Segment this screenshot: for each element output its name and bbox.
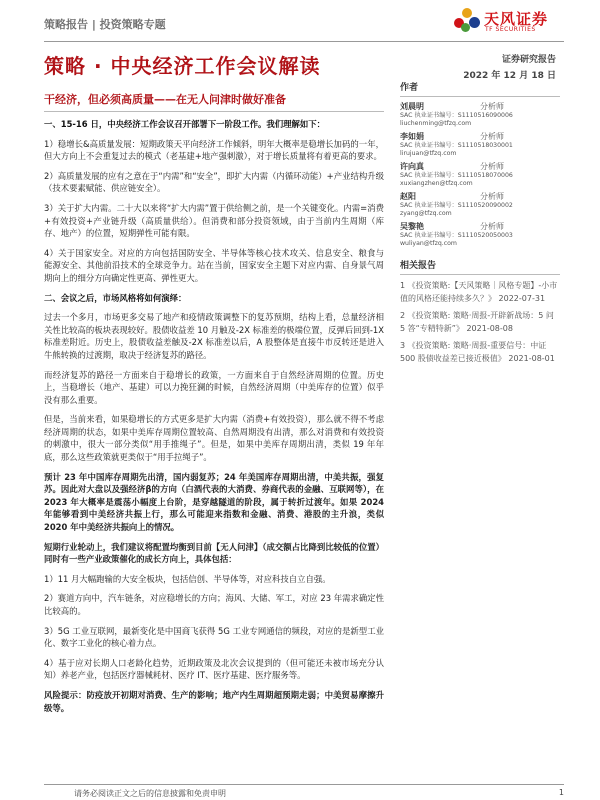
body-paragraph: 但是，当前来看，如果稳增长的方式更多是扩大内需（消费+有效投资），那么就不得不考虑经济周期的状态，如果中美库存周期位置较高、自然周期没有出清，那么对消费和有效投资的刺激中，很大一部分类似“用手推绳子”。但是，如果中美库存周期出清，类似 19 年年底，那么这些政策就更类似于“用手拉绳子”。 [44, 414, 384, 463]
footer [44, 784, 564, 798]
author-card [400, 221, 560, 248]
authors-heading: 作者 [400, 80, 560, 97]
related-report-link[interactable]: 2 《投资策略: 策略·周报-开辟新战场：5 问 5 答“专精特新”》 2021-08-08 [400, 311, 554, 333]
author-card [400, 131, 560, 158]
author-role: 分析师 [480, 162, 504, 171]
page-number: 1 [558, 788, 564, 797]
report-category: 策略报告 | 投资策略专题 [44, 18, 166, 31]
author-role: 分析师 [480, 102, 504, 111]
section-heading: 二、会议之后，市场风格将如何演绎： [44, 292, 187, 303]
related-list [400, 279, 560, 365]
author-name: 赵阳 [400, 192, 416, 201]
body-paragraph: 预计 23 年中国库存周期先出清，国内弱复苏；24 年美国库存周期出清，中美共振，强复苏。因此对大盘以及强经济β的方向（白酒代表的大消费、券商代表的金融、互联网等），在 2023 年大概率是震荡小幅度上台阶，是穿越隧道的阶段，属于转折过渡年。如果 2024 年能够看到中美经济共振上行，那么可能迎来指数和金融、消费、港股的主升浪，类似 2020 年中美经济共振向上的情况。 [44, 471, 384, 533]
disclaimer: 请务必阅读正文之后的信息披露和免责申明 [74, 789, 226, 798]
brand-logo [454, 6, 564, 40]
author-email[interactable]: zyang@tfzq.com [400, 210, 452, 217]
body-paragraph: 风险提示：防疫放开初期对消费、生产的影响；地产内生周期超预期走弱；中美贸易摩擦升级等。 [44, 689, 384, 713]
related-report-link[interactable]: 3 《投资策略: 策略·周报-重要信号：中证 500 股债收益差已接近极值》 2021-08-01 [400, 341, 555, 363]
author-sac: SAC 执业证书编号：S1110516090006 [400, 112, 513, 119]
author-sac: SAC 执业证书编号：S1110518070006 [400, 172, 513, 179]
author-sac: SAC 执业证书编号：S1110518030001 [400, 142, 513, 149]
related-report-link[interactable]: 1 《投资策略:【天风策略｜风格专题】-小市值的风格还能持续多久？》 2022-07-31 [400, 281, 558, 303]
report-date: 2022 年 12 月 18 日 [463, 71, 556, 81]
author-card [400, 191, 560, 218]
author-email[interactable]: lirujuan@tfzq.com [400, 150, 457, 157]
author-card [400, 161, 560, 188]
author-list [400, 101, 560, 248]
body-paragraph: 1）稳增长&高质量发展：短期政策天平向经济工作倾斜，明年大概率是稳增长加码的一年，但大方向上不会重复过去的模式（老基建+地产强刺激），对于增长质量将有着更高的要求。 [44, 138, 384, 162]
author-email[interactable]: xuxiangzhen@tfzq.com [400, 180, 473, 187]
author-sac: SAC 执业证书编号：S1110520050003 [400, 232, 513, 239]
body-paragraph: 过去一个多月，市场更多交易了地产和疫情政策调整下的复苏预期，结构上看，总量经济相关性比较高的板块表现较好。股债收益差 10 月触及-2X 标准差的极端位置，反弹后回到-1X 标准差附近。历史上，股债收益差触及-2X 标准差以后，A 股整体是直接牛市反转还是进入牛熊转换的过渡期，取决于经济复苏的路径。 [44, 312, 384, 360]
top-bar [44, 10, 564, 42]
report-title: 策略 · 中央经济工作会议解读 [44, 54, 321, 78]
sidebar [400, 80, 560, 369]
author-role: 分析师 [480, 222, 504, 231]
author-email[interactable]: wuliyan@tfzq.com [400, 240, 457, 247]
logo-mark-icon [454, 8, 480, 34]
body-paragraph: 2）高质量发展的应有之意在于“内需”和“安全”，即扩大内需（内循环动能）+产业结构升级（技术要素赋能、供应链安全）。 [44, 170, 384, 194]
report-subtitle: 干经济，但必须高质量——在无人问津时做好准备 [44, 91, 384, 112]
body-paragraph: 短期行业轮动上，我们建议将配置均衡到目前【无人问津】（成交额占比降到比较低的位置）同时有一些产业政策催化的成长方向上，具体包括： [44, 541, 384, 565]
report-type: 证券研究报告 [501, 55, 556, 65]
related-heading: 相关报告 [400, 258, 560, 275]
body-paragraph: 3）关于扩大内需。二十大以来将“扩大内需”置于供给侧之前，是一个关键变化。内需=消费+有效投资+产业链升级（高质量供给）。但消费和部分投资领域，由于当前内生周期（库存、地产）的位置，短期弹性可能有限。 [44, 202, 384, 239]
body-column [44, 118, 384, 721]
author-card [400, 101, 560, 128]
body-paragraph: 而经济复苏的路径一方面来自于稳增长的政策，一方面来自于自然经济周期的位置。历史上，当稳增长（地产、基建）可以力挽狂澜的时候，自然经济周期（中美库存的位置）似乎没有那么重要。 [44, 369, 384, 405]
author-name: 许向真 [400, 162, 424, 171]
body-paragraph: 4）基于应对长期人口老龄化趋势，近期政策及北次会议提到的（但可能还未被市场充分认知）养老产业，包括医疗器械耗材、医疗 IT、医疗基建、医疗服务等。 [44, 657, 384, 681]
body-paragraph: 2）赛道方向中，汽车链条，对应稳增长的方向；海风、大储、军工，对应 23 年需求确定性比较高的。 [44, 593, 384, 616]
author-name: 李如娟 [400, 132, 424, 141]
body-paragraph: 4）关于国家安全。对应的方向包括国防安全、半导体等核心技术攻关、信息安全、粮食与能源安全、其他前沿技术的全球竞争力。站在当前，国家安全主题下对应内需、自身景气周期向上的细分方向确定性更高、弹性更大。 [44, 247, 384, 283]
section-heading: 一、15-16 日，中央经济工作会议召开部署下一阶段工作。我们理解如下： [44, 119, 325, 129]
author-role: 分析师 [480, 132, 504, 141]
author-role: 分析师 [480, 192, 504, 201]
author-sac: SAC 执业证书编号：S1110520090002 [400, 202, 513, 209]
logo-subname: TF SECURITIES [485, 26, 536, 33]
body-paragraph: 3）5G 工业互联网，最新变化是中国商飞获得 5G 工业专网通信的频段，对应的是新型工业化、数字工业化的核心着力点。 [44, 625, 384, 649]
author-email[interactable]: liuchenming@tfzq.com [400, 120, 472, 127]
author-name: 吴黎艳 [400, 222, 424, 231]
body-paragraph: 1）11 月大幅跑输的大安全板块，包括信创、半导体等，对应科技自立自强。 [44, 573, 331, 584]
logo-name: 天风证券 [484, 10, 549, 28]
author-name: 刘晨明 [400, 102, 424, 111]
